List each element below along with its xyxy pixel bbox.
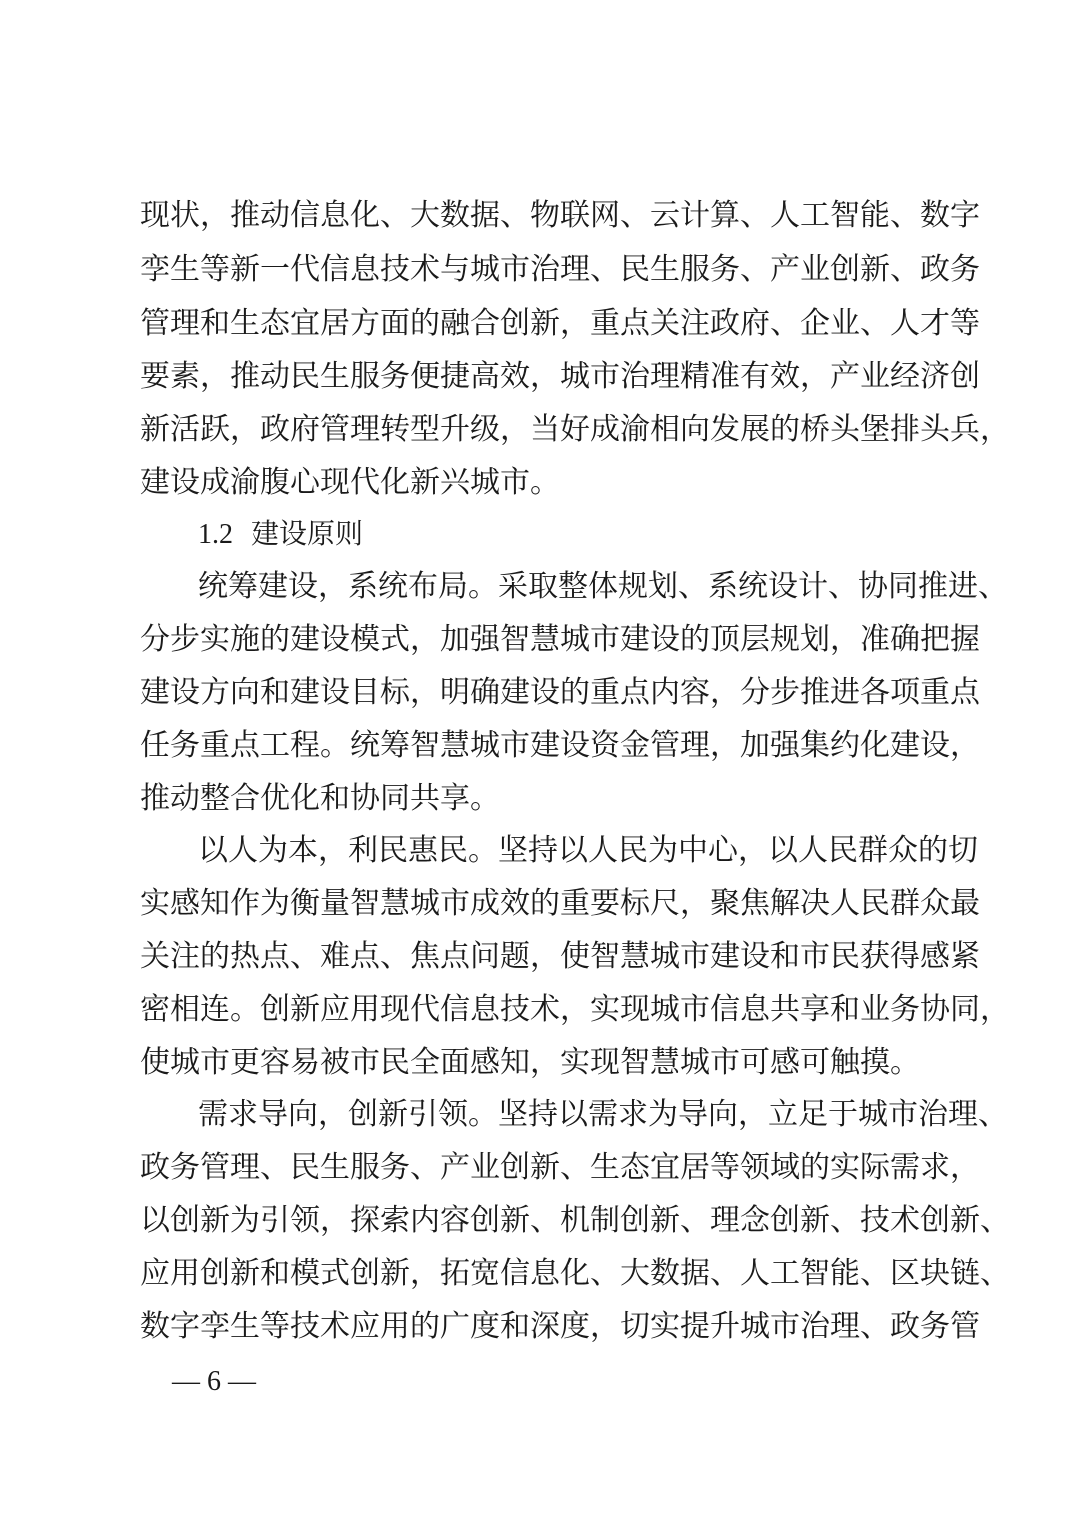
paragraph-3-line-1: 以人为本，利民惠民。坚持以人民为中心，以人民群众的切	[198, 833, 978, 868]
paragraph-2-line-1: 统筹建设，系统布局。采取整体规划、系统设计、协同推进、	[198, 569, 1008, 604]
paragraph-1-line-6: 建设成渝腹心现代化新兴城市。	[140, 465, 560, 500]
paragraph-3-line-4: 密相连。创新应用现代信息技术，实现城市信息共享和业务协同，	[140, 992, 1010, 1027]
paragraph-3-line-3: 关注的热点、难点、焦点问题，使智慧城市建设和市民获得感紧	[140, 939, 980, 974]
paragraph-2-line-5: 推动整合优化和协同共享。	[140, 781, 500, 816]
paragraph-2-line-4: 任务重点工程。统筹智慧城市建设资金管理，加强集约化建设，	[140, 728, 980, 763]
section-heading	[198, 514, 363, 554]
paragraph-1-line-3: 管理和生态宜居方面的融合创新，重点关注政府、企业、人才等	[140, 306, 980, 341]
paragraph-3-line-2: 实感知作为衡量智慧城市成效的重要标尺，聚焦解决人民群众最	[140, 886, 980, 921]
page-number: — 6 —	[172, 1366, 256, 1397]
paragraph-4-line-2: 政务管理、民生服务、产业创新、生态宜居等领域的实际需求，	[140, 1150, 980, 1185]
paragraph-1-line-2: 孪生等新一代信息技术与城市治理、民生服务、产业创新、政务	[140, 252, 980, 287]
paragraph-2-line-3: 建设方向和建设目标，明确建设的重点内容，分步推进各项重点	[140, 675, 980, 710]
paragraph-4-line-3: 以创新为引领，探索内容创新、机制创新、理念创新、技术创新、	[140, 1203, 1010, 1238]
paragraph-4-line-4: 应用创新和模式创新，拓宽信息化、大数据、人工智能、区块链、	[140, 1256, 1010, 1291]
paragraph-2-line-2: 分步实施的建设模式，加强智慧城市建设的顶层规划，准确把握	[140, 622, 980, 657]
paragraph-1-line-1: 现状，推动信息化、大数据、物联网、云计算、人工智能、数字	[140, 198, 980, 233]
section-number: 1.2	[198, 519, 233, 550]
paragraph-3-line-5: 使城市更容易被市民全面感知，实现智慧城市可感可触摸。	[140, 1045, 920, 1080]
paragraph-1-line-5: 新活跃，政府管理转型升级，当好成渝相向发展的桥头堡排头兵，	[140, 412, 1010, 447]
paragraph-1-line-4: 要素，推动民生服务便捷高效，城市治理精准有效，产业经济创	[140, 359, 980, 394]
paragraph-4-line-5: 数字孪生等技术应用的广度和深度，切实提升城市治理、政务管	[140, 1309, 980, 1344]
paragraph-4-line-1: 需求导向，创新引领。坚持以需求为导向，立足于城市治理、	[198, 1097, 1008, 1132]
section-title: 建设原则	[251, 517, 364, 550]
